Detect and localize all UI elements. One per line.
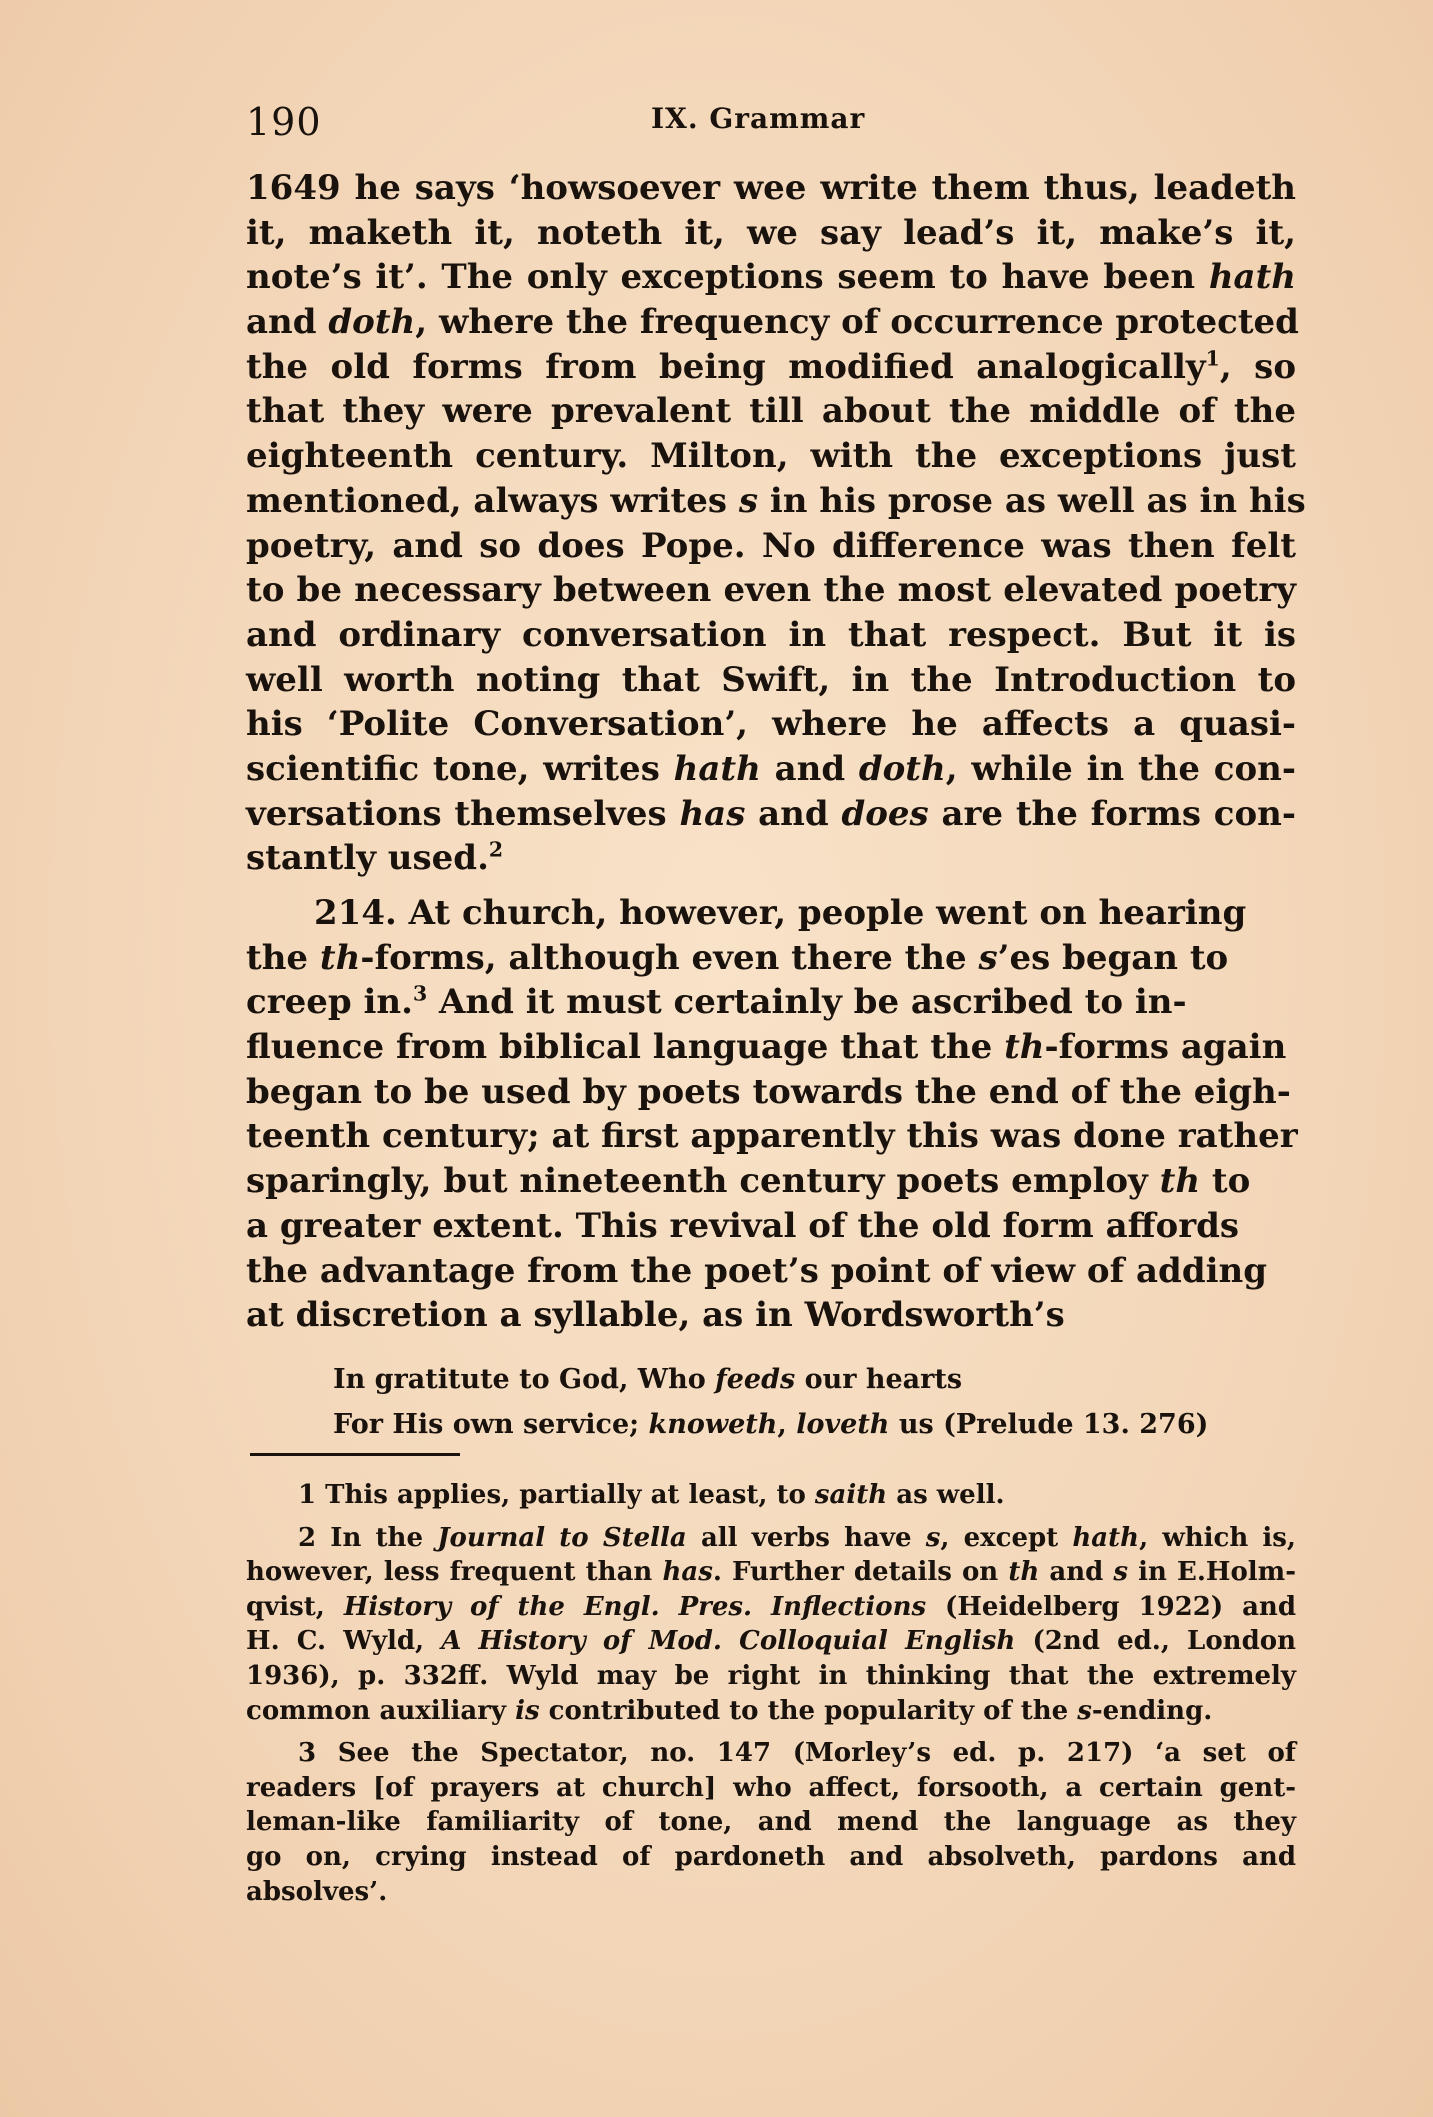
- running-head: IX. Grammar: [651, 102, 866, 135]
- footnote-line: H. C. Wyld, A History of Mod. Colloquial English (2nd ed., London: [246, 1626, 1297, 1657]
- text-line: that they were prevalent till about the middle of the: [246, 391, 1296, 432]
- text-line: at discretion a syllable, as in Wordsworth’s: [246, 1295, 1065, 1336]
- footnote-line: however, less frequent than has. Further details on th and s in E.Holm-: [246, 1557, 1296, 1588]
- footnote-line: leman-like familiarity of tone, and mend the language as they: [246, 1807, 1296, 1838]
- text-line: well worth noting that Swift, in the Introduction to: [246, 659, 1296, 700]
- text-line: note’s it’. The only exceptions seem to have been hath: [246, 257, 1296, 298]
- text-line: and doth, where the frequency of occurrence protected: [246, 302, 1299, 343]
- page-header: [246, 96, 1296, 156]
- footnote-1: [246, 1478, 1296, 1513]
- text-line: stantly used.$^2$: [246, 837, 504, 879]
- footnote-line: qvist, History of the Engl. Pres. Inflections (Heidelberg 1922) and: [246, 1591, 1297, 1622]
- text-line: the old forms from being modified analogically$^1$, so: [246, 346, 1297, 387]
- paragraph-214: [246, 891, 1296, 1338]
- text-line: creep in.$^3$ And it must certainly be ascribed to in-: [246, 982, 1187, 1023]
- footnote-rule: [250, 1453, 460, 1456]
- footnote-line: 1 This applies, partially at least, to saith as well.: [246, 1480, 1005, 1510]
- italic-term: hath: [1072, 1522, 1140, 1553]
- paragraph-1: [246, 166, 1306, 881]
- footnote-line: readers [of prayers at church] who affect, forsooth, a certain gent-: [246, 1772, 1296, 1803]
- footnote-marker: 1: [1205, 346, 1220, 371]
- footnote-line: common auxiliary is contributed to the popularity of the s-ending.: [246, 1695, 1213, 1726]
- italic-term: s: [1077, 1695, 1092, 1726]
- verse-quotation: [333, 1362, 1293, 1451]
- body-text: [246, 166, 1306, 1338]
- text-line: 1649 he says ‘howsoever wee write them thus, leadeth: [246, 168, 1296, 208]
- text-line: scientific tone, writes hath and doth, while in the con-: [246, 748, 1297, 789]
- footnote-line: absolves’.: [246, 1876, 388, 1907]
- italic-term: Journal to Stella: [437, 1522, 687, 1553]
- italic-term: th: [319, 937, 361, 978]
- italic-term: History of the Engl. Pres. Inflections: [343, 1591, 927, 1622]
- italic-term: th: [1004, 1027, 1045, 1068]
- text-line: mentioned, always writes s in his prose as well as in his: [246, 480, 1306, 521]
- italic-term: doth: [328, 302, 416, 343]
- text-line: sparingly, but nineteenth century poets employ th to: [246, 1161, 1251, 1202]
- italic-term: has: [662, 1557, 713, 1588]
- italic-term: hath: [673, 748, 761, 789]
- text-line: his ‘Polite Conversation’, where he affects a quasi-: [246, 704, 1296, 745]
- text-line: the th-forms, although even there the s’es began to: [246, 937, 1229, 978]
- text-line: a greater extent. This revival of the old form affords: [246, 1205, 1240, 1246]
- text-line: versations themselves has and does are the forms con-: [246, 793, 1296, 834]
- text-line: eighteenth century. Milton, with the exceptions just: [246, 436, 1296, 477]
- italic-term: loveth: [796, 1408, 890, 1440]
- quote-line: In gratitute to God, Who feeds our hearts: [333, 1364, 963, 1395]
- footnotes: [246, 1478, 1296, 1909]
- italic-term: doth: [858, 748, 946, 789]
- text-line: it, maketh it, noteth it, we say lead’s it, make’s it,: [246, 212, 1296, 253]
- italic-term: s: [1113, 1557, 1129, 1588]
- text-line: poetry, and so does Pope. No difference was then felt: [246, 525, 1296, 566]
- italic-term: th: [1159, 1161, 1201, 1202]
- italic-term: s: [925, 1522, 941, 1553]
- footnote-marker: 2: [488, 837, 504, 862]
- text-line: and ordinary conversation in that respect. But it is: [246, 614, 1296, 655]
- footnote-line: 2 In the Journal to Stella all verbs have s, except hath, which is,: [246, 1522, 1296, 1553]
- italic-term: feeds: [715, 1364, 796, 1395]
- italic-term: is: [515, 1695, 540, 1726]
- footnote-line: go on, crying instead of pardoneth and absolveth, pardons and: [246, 1841, 1296, 1872]
- quote-line: For His own service; knoweth, loveth us (Prelude 13. 276): [333, 1408, 1209, 1440]
- italic-term: s: [738, 480, 758, 521]
- text-line: teenth century; at first apparently this was done rather: [246, 1116, 1298, 1157]
- text-line: began to be used by poets towards the end of the eigh-: [246, 1071, 1291, 1112]
- italic-term: hath: [1208, 257, 1296, 298]
- footnote-line: 3 See the Spectator, no. 147 (Morley’s ed. p. 217) ‘a set of: [246, 1738, 1296, 1769]
- text-line: 214. At church, however, people went on hearing: [246, 893, 1247, 933]
- text-line: to be necessary between even the most elevated poetry: [246, 570, 1296, 611]
- text-line: fluence from biblical language that the th-forms again: [246, 1027, 1287, 1068]
- italic-term: does: [841, 793, 929, 834]
- text-line: the advantage from the poet’s point of view of adding: [246, 1250, 1268, 1291]
- italic-term: A History of Mod. Colloquial English: [441, 1626, 1016, 1657]
- footnote-2: [246, 1521, 1296, 1729]
- italic-term: th: [1008, 1557, 1040, 1588]
- italic-term: saith: [814, 1480, 888, 1510]
- page-number: 190: [246, 100, 322, 144]
- footnote-marker: 3: [412, 982, 428, 1007]
- italic-term: knoweth: [648, 1408, 778, 1440]
- footnote-3: [246, 1736, 1296, 1909]
- italic-term: has: [679, 793, 746, 834]
- footnote-line: 1936), p. 332ff. Wyld may be right in thinking that the extremely: [246, 1660, 1296, 1691]
- italic-term: s: [978, 937, 998, 978]
